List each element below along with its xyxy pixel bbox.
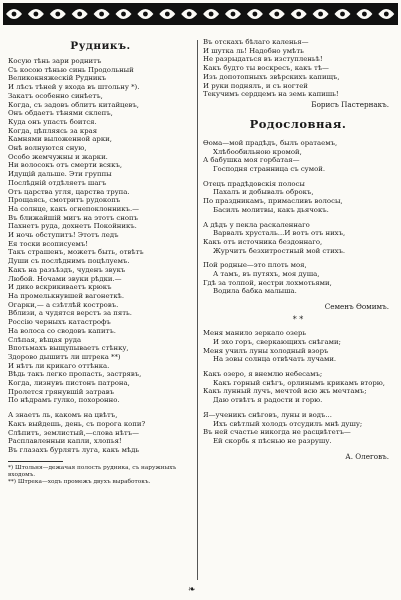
verse-line: Какъ горный снѣгъ, орлинымъ крикамъ вторю, — [213, 378, 385, 387]
verse-line: И шутка ль! Надобно умѣть — [203, 46, 304, 55]
poem-body-untitled — [203, 329, 393, 445]
ornament-dot-icon — [187, 12, 192, 17]
poem-end-rudnik — [203, 38, 393, 99]
verse-line: Меня училъ луны холодный взоръ — [203, 346, 329, 355]
ornament-dot-icon — [340, 12, 345, 17]
verse-line: И лѣсъ тѣней у входа въ штольну *). — [8, 83, 140, 92]
ornament-dot-icon — [384, 12, 389, 17]
stanza — [203, 221, 393, 256]
verse-line: Какъ выйдешь, день, съ порога копи? — [8, 419, 146, 428]
verse-line: Россію черныхъ катастрофъ — [8, 318, 111, 327]
verse-line: Отъ царства угля, царства трупа. — [8, 187, 130, 196]
verse-line: Огарки,— а сзѣтлѣй костровъ. — [8, 300, 119, 309]
verse-line: Идущій дальше. Эти группы — [8, 170, 112, 179]
left-column — [8, 38, 193, 486]
verse-line: Здорово дышитъ ли штрека **) — [8, 352, 121, 361]
verse-line: Ихъ свѣтлый холодъ отсудилъ мнѣ душу; — [213, 419, 363, 428]
poem-continuation — [8, 411, 193, 455]
verse-line: Косую тѣнь зари роднитъ — [8, 57, 102, 65]
verse-line: Господня странница съ сумой. — [213, 165, 326, 174]
ornament-dot-icon — [143, 12, 148, 17]
verse-line: Великокняжескій Рудникъ — [8, 74, 107, 83]
verse-line: Когда, цѣпляясь за края — [8, 126, 98, 135]
verse-line: Послѣдній отдѣляетъ шагъ — [8, 178, 107, 187]
verse-line: Хлѣбообильною кромой, — [213, 147, 302, 156]
verse-line: Журчитъ безхитростный мой стихъ. — [213, 246, 346, 255]
ornament-band — [3, 3, 398, 25]
ornament-dot-icon — [209, 12, 214, 17]
verse-line: Съ косою тѣнью синь Продольный — [8, 65, 134, 74]
verse-line: Варвалъ хрусталь...И вотъ отъ нихъ, — [213, 229, 346, 238]
ornament-dot-icon — [318, 12, 323, 17]
footnote-2: **) Штрека—ходъ промежъ двухъ выработокъ. — [8, 478, 151, 485]
verse-line: Онъ обдаетъ тѣнями склепъ, — [8, 109, 113, 118]
verse-line: Въ отскахъ бѣлаго каленья— — [203, 38, 309, 46]
stanza — [203, 370, 393, 405]
ornament-dot-icon — [274, 12, 279, 17]
verse-line: Камнями выложенной арки, — [8, 135, 112, 144]
fleuron-icon: ❧ — [188, 585, 196, 595]
verse-line: Любой. Ночами звуки рѣдки.— — [8, 274, 122, 283]
verse-line: Впотьмахъ выщупываетъ стѣнку, — [8, 344, 129, 353]
verse-line: Вблизи, а чудятся верстъ за пять. — [8, 309, 132, 318]
verse-line: Ея тоски всописуемъ! — [8, 239, 89, 248]
ornament-dot-icon — [362, 12, 367, 17]
ornament-dot-icon — [34, 12, 39, 17]
header-ornament — [3, 3, 398, 25]
verse-line: Слѣпая, вѣщая руда — [8, 335, 82, 344]
verse-line: Онѣ волнуются сную, — [8, 144, 87, 153]
verse-line: Текучимъ сердцемъ на земь капишь! — [203, 90, 339, 99]
section-stars: * * — [292, 315, 304, 325]
verse-line: Когда, лизнувъ пистонъ патрона, — [8, 379, 130, 388]
verse-line: На волоса со сводовъ капитъ. — [8, 326, 116, 335]
verse-line: Въ ней счастье никогда не расцвѣтетъ— — [203, 428, 351, 437]
verse-line: А бабушка моя горбатая— — [203, 156, 300, 165]
verse-line: На зовы солнца отвѣчать лучами. — [213, 355, 337, 364]
verse-line: Пой родные—это плоть моя, — [203, 261, 307, 270]
verse-line: Изъ допотопныхъ звѣрскихъ капищъ, — [203, 72, 340, 81]
stanza — [203, 180, 393, 215]
verse-line: Не разрыдаться въ изступленьѣ! — [203, 55, 323, 64]
verse-line: Водила бабка малыша. — [213, 287, 297, 296]
verse-line: Какъ лунный лучъ, мечтой всю жъ мечтамъ; — [203, 387, 367, 396]
verse-line: И эхо горъ, сверкающихъ снѣгами; — [213, 337, 341, 346]
ornament-dot-icon — [296, 12, 301, 17]
verse-line: И ночь обступитъ! Этотъ ледъ — [8, 231, 119, 240]
verse-line: По нѣдрамъ гулко, похоронно. — [8, 396, 120, 405]
poem-title-rodoslovnaya: Родословная. — [249, 116, 347, 131]
ornament-dot-icon — [253, 12, 258, 17]
verse-line: Слѣпитъ, землистый,—слова нѣтъ— — [8, 428, 139, 437]
stanza — [203, 329, 393, 364]
right-column — [203, 38, 393, 464]
author-fomin: Семенъ Ѳомимъ. — [324, 302, 389, 312]
author-pasternak: Борисъ Пастернакъ. — [311, 99, 389, 109]
verse-line: Ни волосокъ отъ смерти всякъ, — [8, 161, 123, 170]
verse-line: Гдѣ за толпой, нестри лохмотьями, — [203, 278, 332, 287]
ornament-dot-icon — [99, 12, 104, 17]
verse-line: Въ глазахъ бурлятъ луга, какъ мѣдь — [8, 445, 140, 454]
ornament-dot-icon — [77, 12, 82, 17]
verse-line: Какъ озеро, я внемлю небесамъ; — [203, 369, 323, 378]
verse-line: Пахалъ и добывалъ оброкъ, — [213, 188, 314, 197]
author-olegov: А. Олеговъ. — [345, 451, 389, 461]
verse-line: Души съ послѣднимъ поцѣлуемъ. — [8, 257, 130, 266]
verse-line: Я—ученикъ снѣговъ, луны и водъ... — [203, 410, 332, 419]
verse-line: Когда, съ задовъ облитъ китайцевъ, — [8, 100, 139, 109]
verse-line: Даю отвѣтъ я радости и горю. — [213, 396, 323, 405]
verse-line: Басилъ молитвы, какъ дьячокъ. — [213, 205, 329, 214]
verse-line: Какъ отъ источника бездоннаго, — [203, 237, 323, 246]
stanza — [203, 411, 393, 446]
verse-line: А тамъ, въ путяхъ, моя душа, — [213, 270, 320, 279]
stanza — [203, 139, 393, 174]
verse-line: Ей скорбь я пѣснью не разрушу. — [213, 436, 332, 445]
verse-line: Вѣдь такъ легко пропасть, застрявъ, — [8, 370, 142, 379]
ornament-dot-icon — [165, 12, 170, 17]
verse-line: Пахнетъ руда, дохнетъ Покойникъ. — [8, 222, 137, 231]
verse-line: Такъ страшенъ, можетъ быть, отвѣтъ — [8, 248, 144, 257]
poem-body-rodoslovnaya — [203, 139, 393, 296]
stanza — [203, 261, 393, 296]
footnote-rule — [8, 461, 63, 462]
ornament-dot-icon — [55, 12, 60, 17]
verse-line: Пролется грянувшій затравъ — [8, 387, 114, 396]
verse-line: Въ ближайшій мигъ на этотъ снопъ — [8, 213, 139, 222]
poem-body-rudnik — [8, 57, 193, 405]
verse-line: И руки поднялъ, и съ ногтей — [203, 81, 308, 90]
verse-line: И дико вскрикиваетъ крюкъ — [8, 283, 112, 292]
verse-line: Расплавленныи капли, хлопья! — [8, 437, 122, 446]
poem-title-rudnik: Рудникъ. — [70, 40, 131, 52]
verse-line: Меня манило зеркало озерь — [203, 329, 307, 338]
verse-line: Особо жемчужны и жарки. — [8, 152, 108, 161]
ornament-dot-icon — [12, 12, 17, 17]
verse-line: На промелькнувшей вагонеткѣ. — [8, 291, 125, 300]
verse-line: По праздникамъ, примасливъ волосы, — [203, 197, 343, 206]
verse-line: Какъ будто ты воскресъ, какъ тѣ— — [203, 64, 329, 73]
verse-line: Отецъ прадѣдовскія полосы — [203, 179, 305, 188]
verse-line: Ѳома—мой прадѣдъ, былъ оратаемъ, — [203, 138, 338, 147]
ornament-dot-icon — [231, 12, 236, 17]
footnote-1: *) Штольня—дежачая полость рудника, съ наружныхъ входомъ. — [8, 464, 177, 478]
verse-line: На солнце, какъ огнепоклонникъ.— — [8, 204, 140, 213]
column-divider — [197, 40, 198, 580]
verse-line: И нѣтъ ли крикаго оттѣнка. — [8, 361, 110, 370]
verse-line: Какъ на разъѣздъ, чуденъ звукъ — [8, 265, 126, 274]
ornament-dot-icon — [121, 12, 126, 17]
verse-line: А дѣдъ у пекла раскаленнаго — [203, 220, 310, 229]
verse-line: Куда онъ упасть боится. — [8, 117, 97, 126]
verse-line: Закатъ особенно синѣетъ, — [8, 91, 103, 100]
verse-line: А знаетъ ль, какомъ на цвѣтъ, — [8, 411, 118, 420]
verse-line: Прощаясь, смотритъ рудокопъ — [8, 196, 121, 205]
